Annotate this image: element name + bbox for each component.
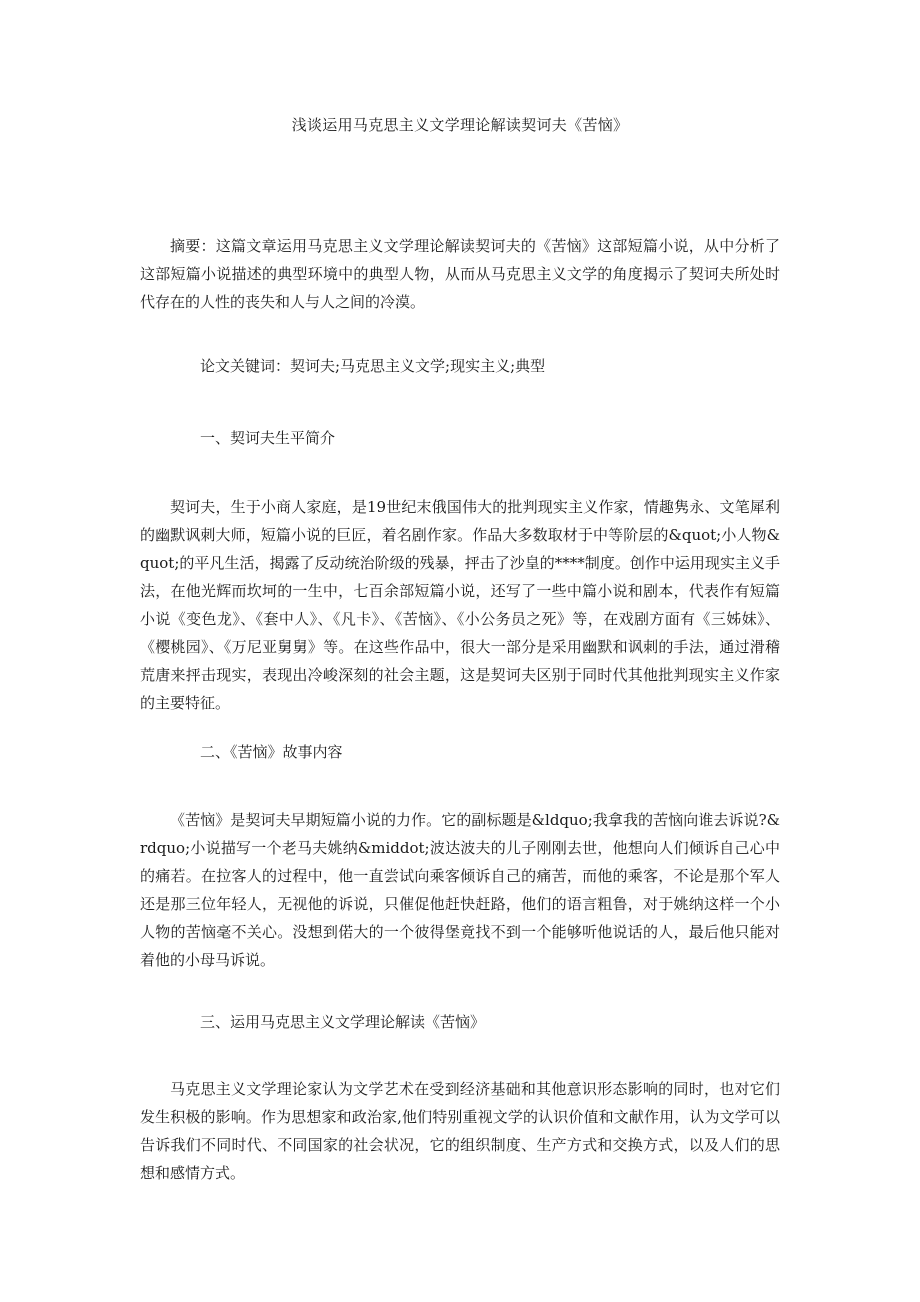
section-2-heading: 二、《苦恼》故事内容 (200, 743, 343, 761)
keywords-line: 论文关键词：契诃夫;马克思主义文学;现实主义;典型 (200, 357, 546, 375)
section-3-heading: 三、运用马克思主义文学理论解读《苦恼》 (200, 1013, 486, 1031)
section-2-body: 《苦恼》是契诃夫早期短篇小说的力作。它的副标题是&ldquo;我拿我的苦恼向谁去诉说?&rdquo;小说描写一个老马夫姚纳&middot;波达波夫的儿子刚刚去世，他想向人们倾诉自己心中的痛若。在拉客人的过程中，他一直尝试向乘客倾诉自己的痛苦，而他的乘客，不论是那个军人还是那三位年轻人，无视他的诉说，只催促他赶快赶路，他们的语言粗鲁，对于姚纳这样一个小人物的苦恼毫不关心。没想到偌大的一个彼得堡竟找不到一个能够听他说话的人，最后他只能对着他的小母马诉说。 (140, 811, 780, 969)
section-1-heading: 一、契诃夫生平简介 (200, 429, 336, 447)
document-title: 浅谈运用马克思主义文学理论解读契诃夫《苦恼》 (291, 116, 629, 134)
section-1-body: 契诃夫，生于小商人家庭，是19世纪末俄国伟大的批判现实主义作家，情趣隽永、文笔犀利的幽默讽刺大师，短篇小说的巨匠，着名剧作家。作品大多数取材于中等阶层的&quot;小人物&quot;的平凡生活，揭露了反动统治阶级的残暴，抨击了沙皇的****制度。创作中运用现实主义手法，在他光辉而坎坷的一生中，七百余部短篇小说，还写了一些中篇小说和剧本，代表作有短篇小说《变色龙》、《套中人》、《凡卡》、《苦恼》、《小公务员之死》等，在戏剧方面有《三姊妹》、《樱桃园》、《万尼亚舅舅》等。在这些作品中，很大一部分是采用幽默和讽刺的手法，通过滑稽荒唐来抨击现实，表现出冷峻深刻的社会主题，这是契诃夫区别于同时代其他批判现实主义作家的主要特征。 (140, 498, 780, 712)
section-3-body: 马克思主义文学理论家认为文学艺术在受到经济基础和其他意识形态影响的同时，也对它们发生积极的影响。作为思想家和政治家,他们特别重视文学的认识价值和文献作用，认为文学可以告诉我们不同时代、不同国家的社会状况，它的组织制度、生产方式和交换方式，以及人们的思想和感情方式。 (140, 1080, 780, 1182)
abstract-paragraph: 摘要：这篇文章运用马克思主义文学理论解读契诃夫的《苦恼》这部短篇小说，从中分析了这部短篇小说描述的典型环境中的典型人物，从而从马克思主义文学的角度揭示了契诃夫所处时代存在的人性的丧失和人与人之间的冷漠。 (140, 237, 780, 311)
